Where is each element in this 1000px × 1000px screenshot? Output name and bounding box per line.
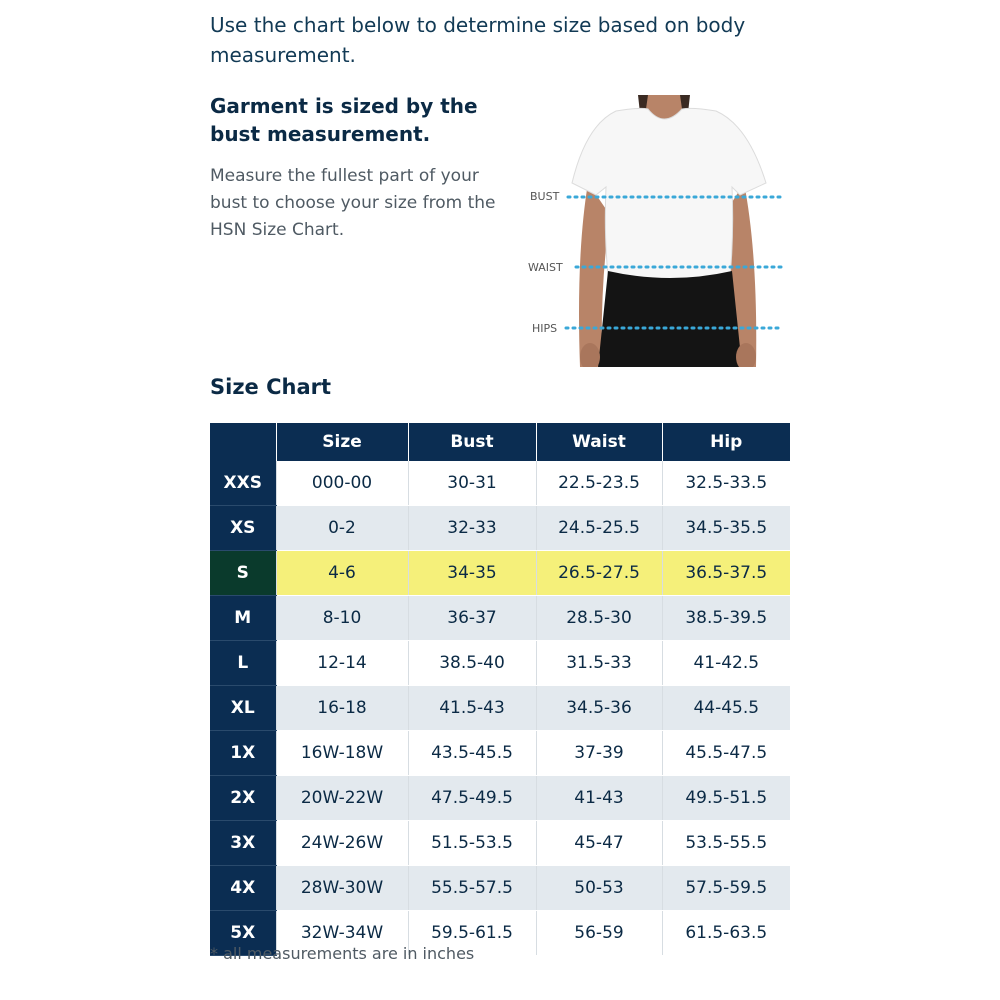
size-cell: 8-10 — [276, 596, 408, 641]
row-label: L — [210, 641, 276, 686]
waist-cell: 31.5-33 — [536, 641, 662, 686]
size-chart-title: Size Chart — [210, 375, 332, 399]
hip-cell: 49.5-51.5 — [662, 776, 790, 821]
waist-label: WAIST — [528, 261, 563, 274]
table-row — [210, 776, 790, 821]
footnote: * all measurements are in inches — [210, 944, 475, 963]
size-cell: 12-14 — [276, 641, 408, 686]
bust-label: BUST — [530, 190, 560, 203]
hip-cell: 45.5-47.5 — [662, 731, 790, 776]
hip-cell: 36.5-37.5 — [662, 551, 790, 596]
bust-cell: 30-31 — [408, 461, 536, 506]
row-label: 1X — [210, 731, 276, 776]
row-label: XS — [210, 506, 276, 551]
header-blank — [210, 423, 276, 461]
waist-cell: 28.5-30 — [536, 596, 662, 641]
bust-cell: 59.5-61.5 — [408, 911, 536, 956]
waist-cell: 24.5-25.5 — [536, 506, 662, 551]
hips-label: HIPS — [532, 322, 558, 335]
measurement-figure — [520, 95, 790, 367]
sizing-description: Measure the fullest part of your bust to choose your size from the HSN Size Chart. — [210, 166, 496, 240]
bust-cell: 36-37 — [408, 596, 536, 641]
table-row — [210, 686, 790, 731]
size-cell: 4-6 — [276, 551, 408, 596]
table-row — [210, 551, 790, 596]
hip-cell: 53.5-55.5 — [662, 821, 790, 866]
waist-cell: 22.5-23.5 — [536, 461, 662, 506]
waist-cell: 26.5-27.5 — [536, 551, 662, 596]
row-label: 3X — [210, 821, 276, 866]
size-cell: 32W-34W — [276, 911, 408, 956]
bust-cell: 51.5-53.5 — [408, 821, 536, 866]
bust-cell: 47.5-49.5 — [408, 776, 536, 821]
row-label: XXS — [210, 461, 276, 506]
row-label: 5X — [210, 911, 276, 956]
table-row — [210, 821, 790, 866]
row-label: XL — [210, 686, 276, 731]
row-label: 2X — [210, 776, 276, 821]
waist-cell: 56-59 — [536, 911, 662, 956]
table-row — [210, 731, 790, 776]
table-header-row — [210, 423, 790, 461]
size-cell: 24W-26W — [276, 821, 408, 866]
header-waist: Waist — [536, 423, 662, 461]
header-size: Size — [276, 423, 408, 461]
hip-cell: 38.5-39.5 — [662, 596, 790, 641]
size-cell: 16W-18W — [276, 731, 408, 776]
waist-cell: 41-43 — [536, 776, 662, 821]
bust-cell: 41.5-43 — [408, 686, 536, 731]
sizing-heading: Garment is sized by the bust measurement. — [210, 94, 478, 146]
size-cell: 0-2 — [276, 506, 408, 551]
table-row — [210, 596, 790, 641]
bust-cell: 32-33 — [408, 506, 536, 551]
bust-cell: 43.5-45.5 — [408, 731, 536, 776]
row-label: 4X — [210, 866, 276, 911]
size-chart-table — [210, 423, 790, 956]
row-label: S — [210, 551, 276, 596]
hip-cell: 32.5-33.5 — [662, 461, 790, 506]
row-label: M — [210, 596, 276, 641]
table-row — [210, 506, 790, 551]
table-row — [210, 641, 790, 686]
size-cell: 28W-30W — [276, 866, 408, 911]
waist-cell: 50-53 — [536, 866, 662, 911]
hip-cell: 61.5-63.5 — [662, 911, 790, 956]
hip-cell: 41-42.5 — [662, 641, 790, 686]
waist-cell: 37-39 — [536, 731, 662, 776]
hip-cell: 57.5-59.5 — [662, 866, 790, 911]
hip-cell: 34.5-35.5 — [662, 506, 790, 551]
hip-cell: 44-45.5 — [662, 686, 790, 731]
table-row — [210, 461, 790, 506]
size-cell: 16-18 — [276, 686, 408, 731]
header-bust: Bust — [408, 423, 536, 461]
header-hip: Hip — [662, 423, 790, 461]
table-row — [210, 866, 790, 911]
waist-cell: 45-47 — [536, 821, 662, 866]
bust-cell: 34-35 — [408, 551, 536, 596]
waist-cell: 34.5-36 — [536, 686, 662, 731]
size-cell: 000-00 — [276, 461, 408, 506]
intro-text: Use the chart below to determine size based on body measurement. — [210, 13, 746, 67]
size-cell: 20W-22W — [276, 776, 408, 821]
bust-cell: 38.5-40 — [408, 641, 536, 686]
bust-cell: 55.5-57.5 — [408, 866, 536, 911]
